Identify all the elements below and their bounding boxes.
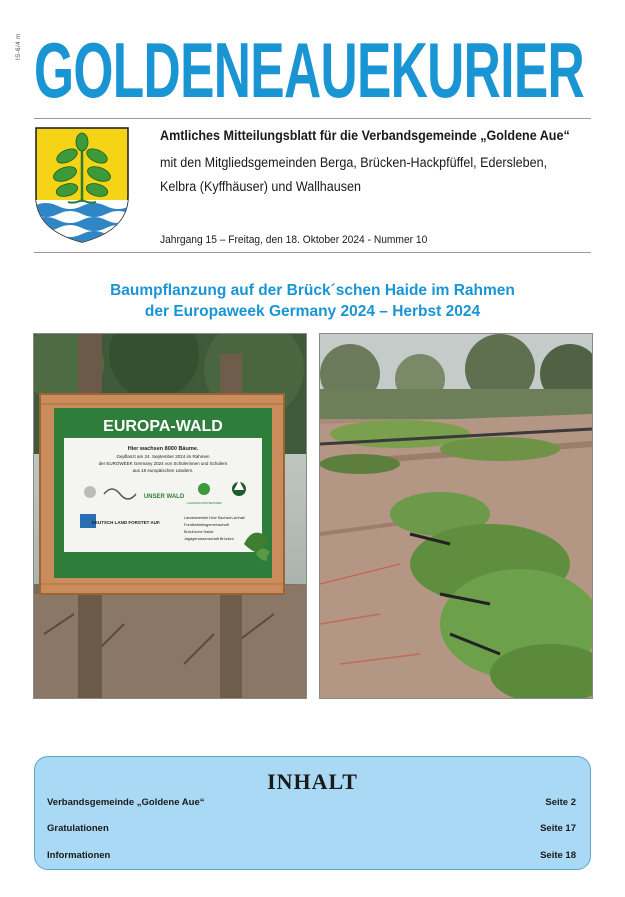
toc-row-page: Seite 18 bbox=[540, 850, 576, 861]
photo-europa-wald-sign bbox=[33, 333, 307, 699]
sign-text-3: der EUROWEEK Germany 2024 von Schülerinnen und Schülern bbox=[98, 461, 228, 466]
sign-credit-4: Jagdgenossenschaft Brücken bbox=[184, 537, 234, 541]
members-line-2: Kelbra (Kyffhäuser) und Wallhausen bbox=[160, 179, 361, 194]
sign-logo-icon bbox=[84, 486, 96, 498]
sign-title: EUROPA-WALD bbox=[103, 418, 223, 435]
sign-credit-3: Brück'sche Haide bbox=[184, 530, 214, 534]
sign-text-1: Hier wachsen 8000 Bäume. bbox=[127, 446, 199, 452]
sign-logo-landesforst: LANDESFORSTBETRIEB bbox=[186, 501, 222, 505]
issue-info: Jahrgang 15 – Freitag, den 18. Oktober 2024 - Nummer 10 bbox=[160, 234, 428, 246]
sign-text-4: aus 18 europäischen Ländern. bbox=[132, 468, 194, 473]
toc-row[interactable] bbox=[47, 797, 576, 811]
header-rule-bottom bbox=[34, 252, 591, 253]
toc-title: INHALT bbox=[267, 769, 358, 794]
print-code: IS-6/4 m bbox=[16, 33, 22, 60]
toc-row[interactable] bbox=[47, 823, 576, 837]
sign-text-2: Gepflanzt am 24. September 2024 im Rahmen bbox=[116, 454, 210, 459]
toc-row[interactable] bbox=[47, 850, 576, 864]
coat-of-arms-icon bbox=[34, 126, 130, 244]
publication-subtitle: Amtliches Mitteilungsblatt für die Verbandsgemeinde „Goldene Aue“ bbox=[160, 128, 570, 143]
header-rule-top bbox=[34, 118, 591, 119]
masthead-title: GOLDENEAUEKURIER bbox=[34, 26, 585, 114]
article-headline bbox=[30, 280, 595, 322]
photo-tree-planting bbox=[319, 333, 593, 699]
sign-logo-unser-wald: UNSER WALD bbox=[143, 494, 185, 500]
toc-row-page: Seite 2 bbox=[545, 797, 576, 808]
toc-row-page: Seite 17 bbox=[540, 823, 576, 834]
sign-logo-deutschland: DEUTSCH LAND FORSTET AUF. bbox=[91, 520, 161, 525]
sign-forest-icon bbox=[198, 483, 210, 495]
members-line-1: mit den Mitgliedsgemeinden Berga, Brücken-Hackpfüffel, Edersleben, bbox=[160, 155, 548, 170]
toc-row-title: Verbandsgemeinde „Goldene Aue“ bbox=[47, 797, 205, 808]
sign-credit-2: Forstbetriebsgemeinschaft bbox=[184, 523, 229, 527]
headline-line-2: der Europaweek Germany 2024 – Herbst 2024 bbox=[144, 303, 481, 320]
toc-box bbox=[34, 756, 591, 870]
headline-line-1: Baumpflanzung auf der Brück´schen Haide im Rahmen bbox=[110, 282, 515, 299]
toc-row-title: Informationen bbox=[47, 850, 111, 861]
member-municipalities bbox=[160, 151, 547, 199]
sign-credit-1: Landesbetrieb Holz Sachsen-Anhalt bbox=[184, 516, 245, 520]
toc-row-title: Gratulationen bbox=[47, 823, 109, 834]
